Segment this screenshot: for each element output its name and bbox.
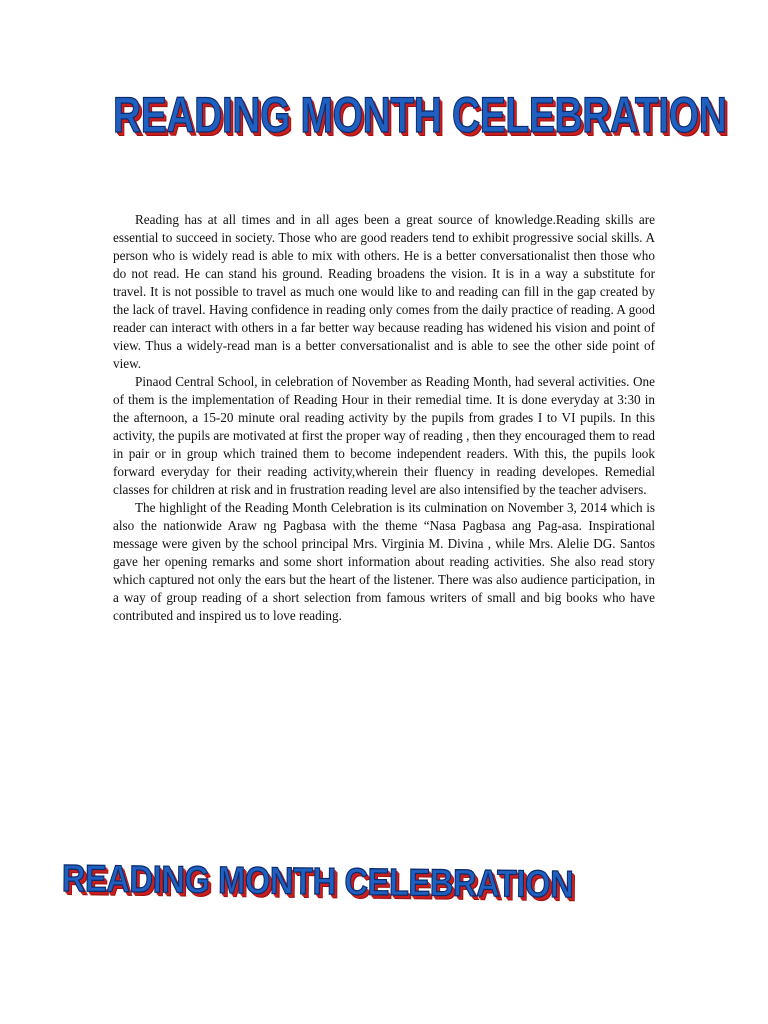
paragraph-intro: Reading has at all times and in all ages been a great source of knowledge.Reading skills are essential to succeed in society. Those who are good readers tend to exhibit progressive social skills. A person who is widely read is able to mix with others. He is a better conversationalist then those who do not read. He can stand his ground. Reading broadens the vision. It is in a way a substitute for travel. It is not possible to travel as much one would like to and reading can fill in the gap created by the lack of travel. Having confidence in reading only comes from the daily practice of reading. A good reader can interact with others in a far better way because reading has widened his vision and point of view. Thus a widely-read man is a better conversationalist and is able to see the other side point of view. (113, 212, 655, 371)
footer-title: READING MONTH CELEBRATION (61, 858, 574, 907)
page-title: READING MONTH CELEBRATION (113, 87, 727, 143)
paragraph-activities: Pinaod Central School, in celebration of November as Reading Month, had several activities. One of them is the implementation of Reading Hour in their remedial time. It is done everyday at 3:30 in the afternoon, a 15-20 minute oral reading activity by the pupils from grades I to VI pupils. In this activity, the pupils are motivated at first the proper way of reading , then they encouraged them to read in pair or in group which trained them to become independent readers. With this, the pupils look forward everyday for their reading activity,wherein their fluency in reading developes. Remedial classes for children at risk and in frustration reading level are also intensified by the teacher advisers. (113, 374, 655, 497)
article-body (113, 211, 655, 625)
paragraph-highlight: The highlight of the Reading Month Celebration is its culmination on November 3, 2014 which is also the nationwide Araw ng Pagbasa with the theme “Nasa Pagbasa ang Pag-asa. Inspirational message were given by the school principal Mrs. Virginia M. Divina , while Mrs. Alelie DG. Santos gave her opening remarks and some short information about reading activities. She also read story which captured not only the ears but the heart of the listener. There was also audience participation, in a way of group reading of a short selection from famous writers of small and big books who have contributed and inspired us to love reading. (113, 500, 655, 623)
